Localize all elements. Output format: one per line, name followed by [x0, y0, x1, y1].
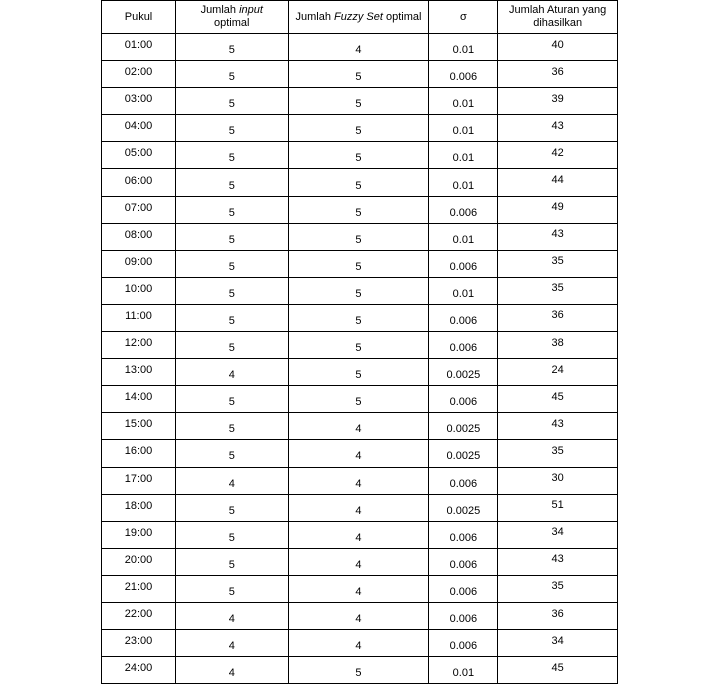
cell-pukul: 23:00: [102, 630, 176, 657]
header-fuzzy-suffix: optimal: [382, 10, 422, 23]
cell-rules-count: 43: [498, 548, 618, 575]
cell-input-count: 5: [176, 115, 289, 142]
cell-rules-count: 45: [498, 386, 618, 413]
cell-fuzzy-set-count: 5: [288, 115, 429, 142]
results-table: [101, 0, 618, 684]
cell-pukul: 14:00: [102, 386, 176, 413]
cell-fuzzy-set-count: 5: [288, 386, 429, 413]
table-row: [102, 142, 618, 169]
cell-fuzzy-set-count: 5: [288, 142, 429, 169]
cell-input-count: 4: [176, 630, 289, 657]
cell-sigma: 0.01: [429, 34, 498, 61]
results-table-container: [101, 0, 618, 684]
cell-sigma: 0.006: [429, 386, 498, 413]
cell-fuzzy-set-count: 5: [288, 169, 429, 196]
cell-input-count: 5: [176, 494, 289, 521]
cell-fuzzy-set-count: 4: [288, 630, 429, 657]
table-row: [102, 548, 618, 575]
cell-rules-count: 51: [498, 494, 618, 521]
cell-rules-count: 43: [498, 115, 618, 142]
cell-rules-count: 45: [498, 657, 618, 684]
cell-rules-count: 49: [498, 196, 618, 223]
header-fuzzy-italic: Fuzzy Set: [334, 10, 383, 23]
cell-pukul: 08:00: [102, 223, 176, 250]
cell-rules-count: 35: [498, 250, 618, 277]
cell-input-count: 4: [176, 467, 289, 494]
cell-pukul: 03:00: [102, 88, 176, 115]
table-row: [102, 304, 618, 331]
cell-sigma: 0.01: [429, 657, 498, 684]
table-row: [102, 467, 618, 494]
cell-input-count: 5: [176, 169, 289, 196]
cell-fuzzy-set-count: 4: [288, 602, 429, 629]
cell-fuzzy-set-count: 5: [288, 657, 429, 684]
header-fuzzy-set-count: [288, 1, 429, 34]
table-row: [102, 494, 618, 521]
cell-sigma: 0.006: [429, 575, 498, 602]
table-row: [102, 359, 618, 386]
cell-input-count: 5: [176, 142, 289, 169]
cell-rules-count: 36: [498, 304, 618, 331]
cell-pukul: 10:00: [102, 277, 176, 304]
cell-fuzzy-set-count: 5: [288, 223, 429, 250]
table-row: [102, 169, 618, 196]
cell-sigma: 0.01: [429, 169, 498, 196]
header-rules-count: Jumlah Aturan yang dihasilkan: [498, 1, 618, 34]
cell-input-count: 4: [176, 657, 289, 684]
cell-input-count: 5: [176, 196, 289, 223]
cell-rules-count: 24: [498, 359, 618, 386]
cell-sigma: 0.01: [429, 142, 498, 169]
cell-input-count: 5: [176, 521, 289, 548]
cell-input-count: 4: [176, 359, 289, 386]
cell-sigma: 0.006: [429, 548, 498, 575]
cell-fuzzy-set-count: 5: [288, 88, 429, 115]
cell-rules-count: 35: [498, 440, 618, 467]
cell-pukul: 16:00: [102, 440, 176, 467]
cell-pukul: 19:00: [102, 521, 176, 548]
cell-rules-count: 36: [498, 61, 618, 88]
cell-sigma: 0.006: [429, 521, 498, 548]
cell-sigma: 0.006: [429, 332, 498, 359]
cell-pukul: 02:00: [102, 61, 176, 88]
header-row: [102, 1, 618, 34]
cell-sigma: 0.006: [429, 630, 498, 657]
table-body: [102, 34, 618, 684]
cell-input-count: 5: [176, 88, 289, 115]
cell-fuzzy-set-count: 5: [288, 304, 429, 331]
cell-pukul: 11:00: [102, 304, 176, 331]
table-row: [102, 521, 618, 548]
cell-input-count: 5: [176, 34, 289, 61]
cell-pukul: 05:00: [102, 142, 176, 169]
cell-rules-count: 39: [498, 88, 618, 115]
cell-pukul: 06:00: [102, 169, 176, 196]
cell-sigma: 0.006: [429, 467, 498, 494]
cell-rules-count: 36: [498, 602, 618, 629]
cell-input-count: 5: [176, 332, 289, 359]
cell-input-count: 5: [176, 277, 289, 304]
cell-fuzzy-set-count: 4: [288, 34, 429, 61]
cell-fuzzy-set-count: 4: [288, 467, 429, 494]
cell-input-count: 5: [176, 575, 289, 602]
cell-input-count: 5: [176, 223, 289, 250]
cell-rules-count: 44: [498, 169, 618, 196]
cell-sigma: 0.006: [429, 196, 498, 223]
table-row: [102, 575, 618, 602]
cell-pukul: 09:00: [102, 250, 176, 277]
header-input-prefix: Jumlah: [200, 4, 240, 16]
cell-fuzzy-set-count: 5: [288, 196, 429, 223]
table-row: [102, 61, 618, 88]
cell-fuzzy-set-count: 4: [288, 521, 429, 548]
cell-input-count: 4: [176, 602, 289, 629]
cell-fuzzy-set-count: 5: [288, 332, 429, 359]
cell-fuzzy-set-count: 4: [288, 494, 429, 521]
cell-fuzzy-set-count: 4: [288, 548, 429, 575]
table-row: [102, 630, 618, 657]
cell-fuzzy-set-count: 5: [288, 277, 429, 304]
header-input-italic: input: [239, 4, 263, 16]
table-row: [102, 277, 618, 304]
cell-fuzzy-set-count: 4: [288, 440, 429, 467]
header-fuzzy-prefix: Jumlah: [295, 10, 335, 23]
cell-pukul: 20:00: [102, 548, 176, 575]
table-row: [102, 88, 618, 115]
cell-rules-count: 40: [498, 34, 618, 61]
cell-sigma: 0.01: [429, 223, 498, 250]
cell-rules-count: 34: [498, 521, 618, 548]
cell-input-count: 5: [176, 548, 289, 575]
table-row: [102, 250, 618, 277]
cell-sigma: 0.006: [429, 61, 498, 88]
table-header: [102, 1, 618, 34]
cell-sigma: 0.0025: [429, 413, 498, 440]
cell-rules-count: 35: [498, 575, 618, 602]
cell-input-count: 5: [176, 304, 289, 331]
cell-fuzzy-set-count: 5: [288, 250, 429, 277]
cell-input-count: 5: [176, 61, 289, 88]
cell-input-count: 5: [176, 440, 289, 467]
cell-sigma: 0.01: [429, 277, 498, 304]
cell-sigma: 0.01: [429, 88, 498, 115]
table-row: [102, 332, 618, 359]
header-pukul: Pukul: [102, 1, 176, 34]
table-row: [102, 386, 618, 413]
cell-pukul: 04:00: [102, 115, 176, 142]
cell-pukul: 21:00: [102, 575, 176, 602]
header-input-count: [176, 1, 289, 34]
cell-pukul: 18:00: [102, 494, 176, 521]
table-row: [102, 657, 618, 684]
cell-fuzzy-set-count: 5: [288, 61, 429, 88]
cell-rules-count: 43: [498, 223, 618, 250]
header-sigma: σ: [429, 1, 498, 34]
cell-rules-count: 43: [498, 413, 618, 440]
cell-rules-count: 38: [498, 332, 618, 359]
cell-sigma: 0.0025: [429, 359, 498, 386]
cell-pukul: 13:00: [102, 359, 176, 386]
table-row: [102, 223, 618, 250]
cell-sigma: 0.006: [429, 250, 498, 277]
cell-pukul: 12:00: [102, 332, 176, 359]
table-row: [102, 602, 618, 629]
table-row: [102, 413, 618, 440]
cell-pukul: 22:00: [102, 602, 176, 629]
cell-fuzzy-set-count: 4: [288, 413, 429, 440]
cell-sigma: 0.01: [429, 115, 498, 142]
cell-rules-count: 30: [498, 467, 618, 494]
table-row: [102, 34, 618, 61]
cell-rules-count: 42: [498, 142, 618, 169]
cell-fuzzy-set-count: 4: [288, 575, 429, 602]
cell-input-count: 5: [176, 386, 289, 413]
cell-sigma: 0.0025: [429, 494, 498, 521]
cell-pukul: 17:00: [102, 467, 176, 494]
cell-pukul: 01:00: [102, 34, 176, 61]
cell-pukul: 07:00: [102, 196, 176, 223]
cell-pukul: 24:00: [102, 657, 176, 684]
cell-rules-count: 35: [498, 277, 618, 304]
header-input-suffix: optimal: [214, 17, 250, 29]
cell-input-count: 5: [176, 413, 289, 440]
cell-sigma: 0.006: [429, 304, 498, 331]
cell-pukul: 15:00: [102, 413, 176, 440]
cell-sigma: 0.0025: [429, 440, 498, 467]
table-row: [102, 115, 618, 142]
cell-fuzzy-set-count: 5: [288, 359, 429, 386]
cell-rules-count: 34: [498, 630, 618, 657]
cell-input-count: 5: [176, 250, 289, 277]
cell-sigma: 0.006: [429, 602, 498, 629]
table-row: [102, 196, 618, 223]
table-row: [102, 440, 618, 467]
